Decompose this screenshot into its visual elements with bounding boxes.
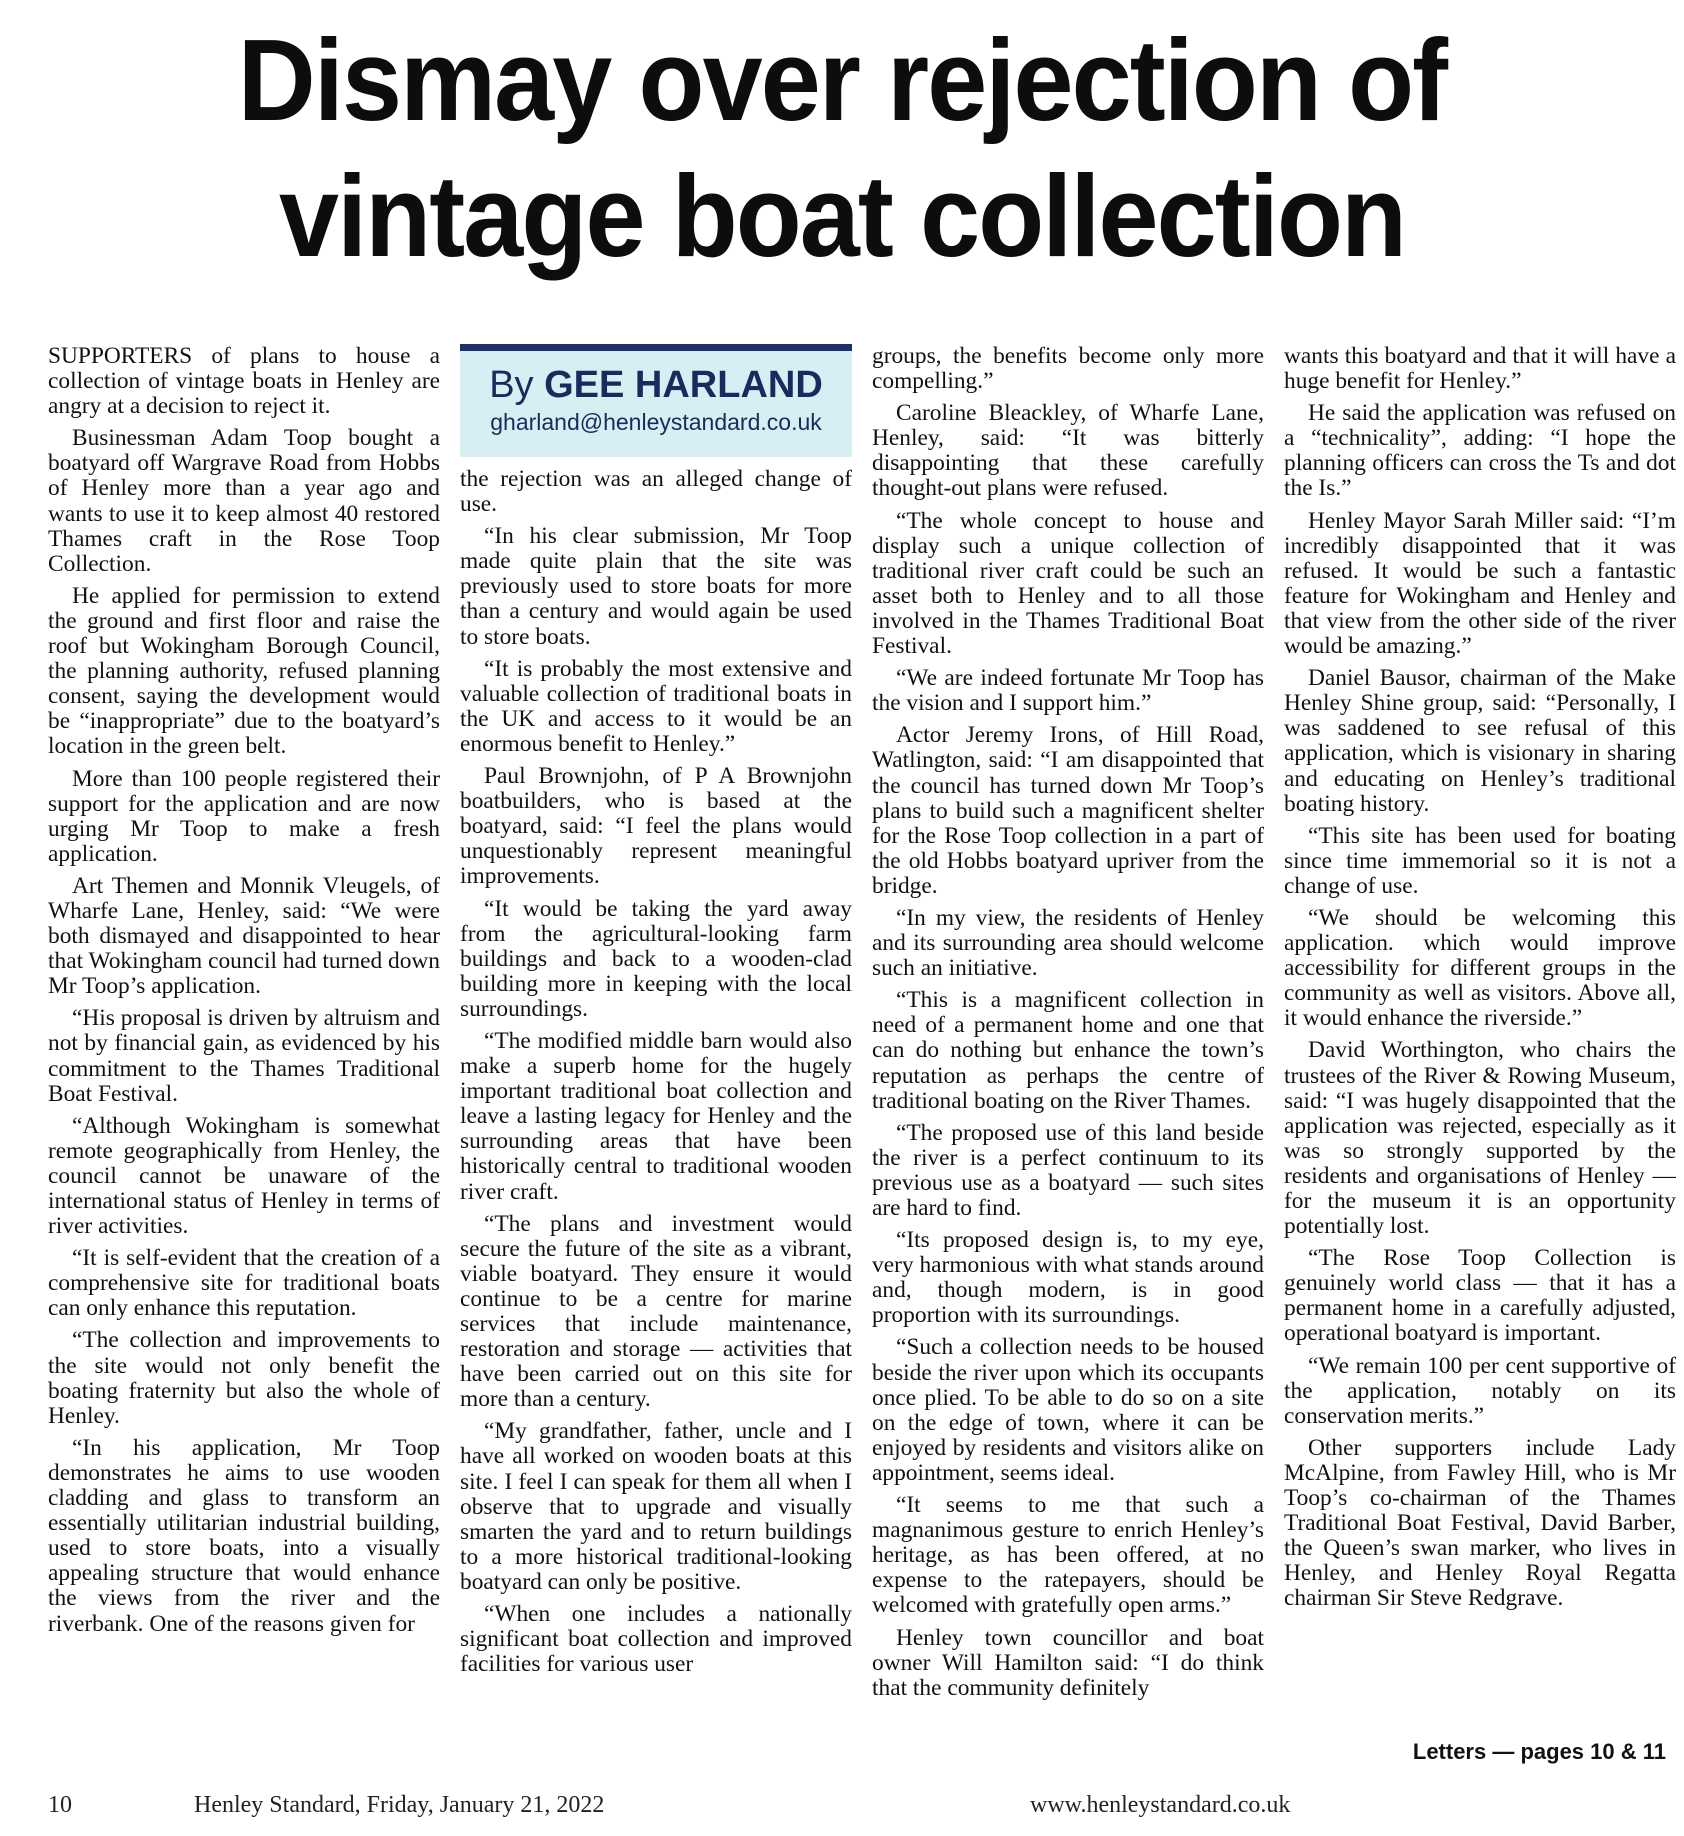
article-paragraph: “It would be taking the yard away from the agricultural-looking farm buildings and back to a wooden-clad building more in keeping with the local surroundings.: [460, 895, 852, 1022]
article-paragraph: “We should be welcoming this application. which would improve accessibility for different groups in the community as well as visitors. Above all, it would enhance the riverside.”: [1284, 904, 1676, 1032]
article-paragraph: “Its proposed design is, to my eye, very harmonious with what stands around and, though modern, is in good proportion with its surroundings.: [872, 1227, 1264, 1329]
article-paragraph: “The proposed use of this land beside the river is a perfect continuum to its previous use as a boatyard — such sites are hard to find.: [872, 1119, 1264, 1221]
article-paragraph: “When one includes a nationally significant boat collection and improved facilities for various user: [460, 1601, 852, 1678]
footer-paper-date: Henley Standard, Friday, January 21, 2022: [194, 1792, 605, 1818]
article-paragraph: “The whole concept to house and display such a unique collection of traditional river craft could be such an asset both to Henley and to all those involved in the Thames Traditional Boat Festival.: [872, 507, 1264, 660]
article-paragraph: “The collection and improvements to the site would not only benefit the boating fraternity but also the whole of Henley.: [48, 1327, 440, 1429]
article-paragraph: “This is a magnificent collection in need of a permanent home and one that can do nothing but enhance the town’s reputation as perhaps the centre of traditional boating on the River Thames.: [872, 987, 1264, 1114]
byline-author: [460, 351, 852, 407]
article-column-1: [48, 344, 440, 1764]
article-paragraph: He said the application was refused on a “technicality”, adding: “I hope the planning officers can cross the Ts and dot the Is.”: [1284, 400, 1676, 502]
article-paragraph: Art Themen and Monnik Vleugels, of Wharfe Lane, Henley, said: “We were both dismayed and disappointed to hear that Wokingham council had turned down Mr Toop’s application.: [48, 872, 440, 1000]
article-paragraph: “Although Wokingham is somewhat remote geographically from Henley, the council cannot be unaware of the international status of Henley in terms of river activities.: [48, 1112, 440, 1240]
byline-name: GEE HARLAND: [544, 364, 823, 406]
article-paragraph: wants this boatyard and that it will have a huge benefit for Henley.”: [1284, 344, 1676, 395]
article-paragraph: He applied for permission to extend the ground and first floor and raise the roof but Wokingham Borough Council, the planning authority, refused planning consent, saying the development would be “inappropriate” due to the boatyard’s location in the green belt.: [48, 582, 440, 760]
article-paragraph: “We remain 100 per cent supportive of the application, notably on its conservation merits.”: [1284, 1352, 1676, 1429]
article-paragraph: “The plans and investment would secure the future of the site as a vibrant, viable boatyard. They ensure it would continue to be a centre for marine services that include maintenance, restoration and storage — activities that have been carried out on this site for more than a century.: [460, 1210, 852, 1413]
article-paragraph: “It is self-evident that the creation of a comprehensive site for traditional boats can only enhance this reputation.: [48, 1245, 440, 1322]
article-paragraph: “It is probably the most extensive and valuable collection of traditional boats in the UK and access to it would be an enormous benefit to Henley.”: [460, 655, 852, 757]
article-paragraph: Other supporters include Lady McAlpine, from Fawley Hill, who is Mr Toop’s co-chairman of the Thames Traditional Boat Festival, David Barber, the Queen’s swan marker, who lives in Henley, and Henley Royal Regatta chairman Sir Steve Redgrave.: [1284, 1434, 1676, 1612]
headline-line-1: Dismay over rejection of: [237, 15, 1447, 145]
byline-by: By: [489, 364, 545, 406]
article-paragraph: Actor Jeremy Irons, of Hill Road, Watlington, said: “I am disappointed that the council has turned down Mr Toop’s plans to build such a magnificent shelter for the Rose Toop collection in a part of the old Hobbs boatyard upriver from the bridge.: [872, 722, 1264, 899]
lead-word: SUPPORTERS: [48, 344, 193, 369]
article-column-3: [872, 344, 1264, 1764]
article-paragraph: Henley Mayor Sarah Miller said: “I’m incredibly disappointed that it was refused. It would be such a fantastic feature for Wokingham and Henley and that view from the other side of the river would be amazing.”: [1284, 507, 1676, 660]
article-paragraph: “In his application, Mr Toop demonstrates he aims to use wooden cladding and glass to transform an essentially utilitarian industrial building, used to store boats, into a visually appealing structure that would enhance the views from the river and the riverbank. One of the reasons given for: [48, 1434, 440, 1637]
article-column-4: [1284, 344, 1676, 1764]
article-paragraph: Daniel Bausor, chairman of the Make Henley Shine group, said: “Personally, I was saddened to see refusal of this application, which is visionary in sharing and educating on Henley’s traditional boating history.: [1284, 665, 1676, 817]
article-paragraph: Henley town councillor and boat owner Will Hamilton said: “I do think that the community definitely: [872, 1624, 1264, 1701]
article-paragraph: the rejection was an alleged change of use.: [460, 466, 852, 518]
headline-line-2: vintage boat collection: [278, 151, 1406, 281]
byline-box: [460, 344, 852, 457]
article-column-2: [460, 344, 852, 1764]
article-paragraph: “This site has been used for boating since time immemorial so it is not a change of use.: [1284, 822, 1676, 899]
headline: [96, 12, 1588, 284]
article-paragraph: [48, 344, 440, 419]
article-paragraph: “We are indeed fortunate Mr Toop has the vision and I support him.”: [872, 665, 1264, 717]
article-paragraph: Businessman Adam Toop bought a boatyard off Wargrave Road from Hobbs of Henley more than a year ago and wants to use it to keep almost 40 restored Thames craft in the Rose Toop Collection.: [48, 425, 440, 577]
article-paragraph: “In his clear submission, Mr Toop made quite plain that the site was previously used to store boats for more than a century and would again be used to store boats.: [460, 523, 852, 650]
lead-paragraph-text: of plans to house a collection of vintage boats in Henley are angry at a decision to reject it.: [48, 344, 440, 420]
footer-url[interactable]: www.henleystandard.co.uk: [1030, 1792, 1291, 1818]
article-paragraph: Caroline Bleackley, of Wharfe Lane, Henley, said: “It was bitterly disappointing that these carefully thought-out plans were refused.: [872, 400, 1264, 502]
article-paragraph: groups, the benefits become only more compelling.”: [872, 344, 1264, 395]
article-paragraph: More than 100 people registered their support for the application and are now urging Mr Toop to make a fresh application.: [48, 765, 440, 867]
article-paragraph: “His proposal is driven by altruism and not by financial gain, as evidenced by his commitment to the Thames Traditional Boat Festival.: [48, 1005, 440, 1107]
byline-email[interactable]: gharland@henleystandard.co.uk: [490, 409, 822, 435]
article-paragraph: Paul Brownjohn, of P A Brownjohn boatbuilders, who is based at the boatyard, said: “I feel the plans would unquestionably represent meaningful improvements.: [460, 763, 852, 890]
article-paragraph: “My grandfather, father, uncle and I have all worked on wooden boats at this site. I feel I can speak for them all when I observe that to upgrade and visually smarten the yard and to return buildings to a more historical traditional-looking boatyard can only be positive.: [460, 1418, 852, 1595]
article-paragraph: “It seems to me that such a magnanimous gesture to enrich Henley’s heritage, as has been offered, at no expense to the ratepayers, should be welcomed with gratefully open arms.”: [872, 1492, 1264, 1619]
article-paragraph: “In my view, the residents of Henley and its surrounding area should welcome such an initiative.: [872, 904, 1264, 982]
article-paragraph: “The modified middle barn would also make a superb home for the hugely important traditional boat collection and leave a lasting legacy for Henley and the surrounding areas that have been historically central to traditional wooden river craft.: [460, 1027, 852, 1205]
page-number: 10: [48, 1792, 72, 1818]
article-paragraph: “Such a collection needs to be housed beside the river upon which its occupants once plied. To be able to do so on a site on the edge of town, where it can be enjoyed by residents and visitors alike on appointment, seems ideal.: [872, 1334, 1264, 1486]
letters-reference: Letters — pages 10 & 11: [1412, 1739, 1666, 1764]
article-paragraph: David Worthington, who chairs the trustees of the River & Rowing Museum, said: “I was hugely disappointed that the application was rejected, especially as it was so strongly supported by the residents and organisations of Henley — for the museum it is an opportunity potentially lost.: [1284, 1037, 1676, 1240]
article-paragraph: “The Rose Toop Collection is genuinely world class — that it has a permanent home in a carefully adjusted, operational boatyard is important.: [1284, 1245, 1676, 1347]
